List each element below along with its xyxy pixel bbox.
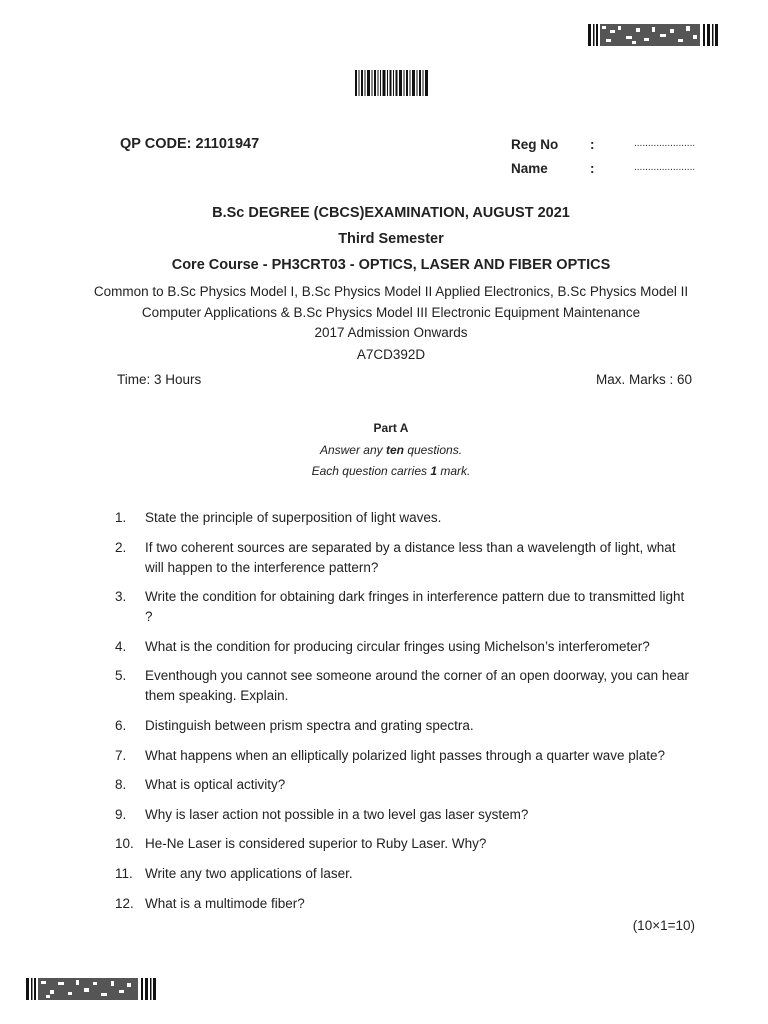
reg-no-label: Reg No bbox=[511, 137, 559, 152]
barcode-top-right bbox=[588, 24, 718, 46]
question-text: What is optical activity? bbox=[145, 777, 286, 793]
question-item bbox=[115, 538, 690, 578]
question-item bbox=[115, 805, 690, 825]
question-text: What happens when an elliptically polarized light passes through a quarter wave plate? bbox=[145, 747, 666, 763]
common-line-1: Common to B.Sc Physics Model I, B.Sc Physics Model II Applied Electronics, B.Sc Physics Model II bbox=[93, 284, 689, 299]
question-item bbox=[115, 775, 690, 795]
exam-title: B.Sc DEGREE (CBCS)EXAMINATION, AUGUST 2021 bbox=[212, 205, 570, 221]
question-item bbox=[115, 716, 690, 736]
question-number: 2. bbox=[115, 539, 127, 555]
admission-text: 2017 Admission Onwards bbox=[314, 325, 468, 340]
question-item bbox=[115, 587, 690, 627]
barcode-bottom-left bbox=[26, 978, 156, 1000]
question-text: If two coherent sources are separated by a distance less than a wavelength of light, what will happen to the interference pattern? bbox=[145, 539, 676, 575]
question-item bbox=[115, 834, 690, 854]
instruction-answer: Answer any ten questions. bbox=[319, 443, 463, 457]
time-text: Time: 3 Hours bbox=[117, 372, 202, 387]
question-item bbox=[115, 666, 690, 706]
question-text: Distinguish between prism spectra and grating spectra. bbox=[145, 717, 474, 733]
question-text: State the principle of superposition of light waves. bbox=[145, 510, 442, 525]
question-text: Why is laser action not possible in a two level gas laser system? bbox=[145, 806, 529, 822]
semester-title: Third Semester bbox=[338, 231, 444, 247]
question-number: 11. bbox=[115, 865, 133, 881]
common-to-text bbox=[0, 281, 768, 323]
common-line-2: Computer Applications & B.Sc Physics Model III Electronic Equipment Maintenance bbox=[141, 305, 641, 320]
question-number: 9. bbox=[115, 806, 127, 822]
question-item bbox=[115, 508, 690, 528]
question-text: He-Ne Laser is considered superior to Ruby Laser. Why? bbox=[145, 836, 487, 852]
reg-no-colon: : bbox=[590, 137, 595, 152]
question-text: Write any two applications of laser. bbox=[145, 865, 353, 881]
qp-code: QP CODE: 21101947 bbox=[120, 136, 260, 152]
name-colon: : bbox=[590, 161, 595, 176]
question-item bbox=[115, 894, 690, 914]
score-summary: (10×1=10) bbox=[632, 918, 695, 933]
name-blank: ...................... bbox=[634, 162, 696, 173]
question-number: 1. bbox=[115, 510, 127, 525]
reg-no-blank: ...................... bbox=[634, 138, 696, 149]
question-text: What is the condition for producing circular fringes using Michelson’s interferometer? bbox=[145, 638, 650, 654]
question-text: What is a multimode fiber? bbox=[145, 895, 305, 911]
question-item bbox=[115, 746, 690, 766]
question-item bbox=[115, 864, 690, 884]
question-number: 10. bbox=[115, 836, 134, 852]
question-number: 12. bbox=[115, 895, 134, 911]
question-number: 5. bbox=[115, 668, 127, 684]
part-heading: Part A bbox=[373, 421, 409, 435]
question-item bbox=[115, 637, 690, 657]
question-number: 7. bbox=[115, 747, 127, 763]
question-list bbox=[115, 508, 690, 923]
course-title: Core Course - PH3CRT03 - OPTICS, LASER AND FIBER OPTICS bbox=[171, 257, 611, 273]
barcode-center bbox=[355, 70, 428, 96]
paper-code: A7CD392D bbox=[356, 347, 426, 362]
name-label: Name bbox=[511, 161, 548, 176]
instruction-marks: Each question carries 1 mark. bbox=[311, 464, 471, 478]
max-marks-text: Max. Marks : 60 bbox=[595, 372, 692, 387]
question-number: 8. bbox=[115, 777, 127, 793]
question-number: 6. bbox=[115, 717, 127, 733]
question-number: 4. bbox=[115, 638, 127, 654]
question-number: 3. bbox=[115, 589, 127, 605]
question-text: Eventhough you cannot see someone around the corner of an open doorway, you can hear them speaking. Explain. bbox=[145, 668, 689, 704]
question-text: Write the condition for obtaining dark fringes in interference pattern due to transmitted light ? bbox=[145, 589, 685, 625]
